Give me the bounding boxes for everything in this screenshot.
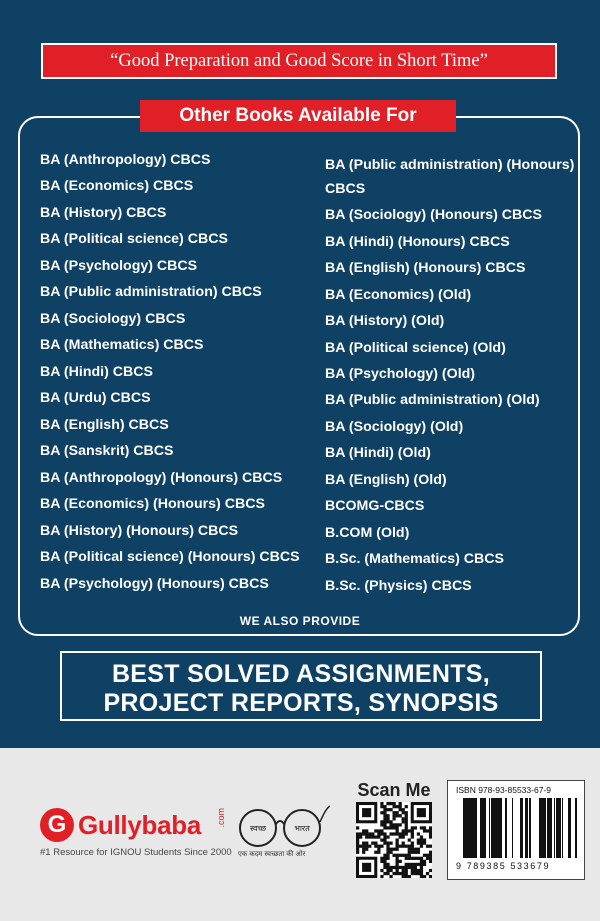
book-item: BA (Anthropology) (Honours) CBCS (40, 469, 283, 486)
swachh-tagline: एक कदम स्वच्छता की ओर (238, 851, 306, 858)
book-item: BA (Psychology) (Old) (325, 365, 476, 382)
book-item: BA (English) (Old) (325, 471, 447, 488)
book-item: B.COM (Old) (325, 524, 410, 541)
book-item: BA (Political science) (Old) (325, 339, 506, 356)
provide-line-2: PROJECT REPORTS, SYNOPSIS (95, 689, 506, 718)
book-item: BA (Sociology) CBCS (40, 310, 186, 327)
book-item: BA (Political science) CBCS (40, 231, 228, 248)
swachh-left-word: स्वच्छ (249, 824, 267, 833)
book-item: BA (Public administration) (Old) (325, 392, 540, 409)
logo-domain: .com (216, 808, 226, 828)
book-item: BA (Hindi) CBCS (40, 363, 153, 380)
logo-g-icon: G (40, 808, 74, 842)
gullybaba-logo (40, 806, 240, 866)
provide-text (60, 660, 542, 718)
isbn-number: 9 789385 533679 (456, 861, 551, 871)
book-item: BA (Public administration) CBCS (40, 284, 262, 301)
scan-me-label: Scan Me (357, 780, 431, 800)
book-item: BA (History) (Honours) CBCS (40, 522, 239, 539)
provide-line-1: BEST SOLVED ASSIGNMENTS, (111, 660, 491, 688)
book-item: BA (Political science) (Honours) CBCS (40, 549, 300, 566)
panel-title: Other Books Available For (140, 100, 456, 132)
barcode-icon (456, 798, 578, 858)
logo-subtitle: #1 Resource for IGNOU Students Since 2000 (40, 847, 232, 858)
book-item: B.Sc. (Physics) CBCS (325, 577, 472, 594)
books-list-left (40, 149, 310, 599)
book-item: BA (History) (Old) (325, 313, 445, 330)
book-item: BA (Urdu) CBCS (40, 390, 151, 407)
swachh-right-word: भारत (294, 824, 310, 833)
book-item: BA (Anthropology) CBCS (40, 152, 211, 168)
provide-label: WE ALSO PROVIDE (0, 614, 600, 628)
books-list-right (325, 154, 575, 601)
book-item: BA (Sanskrit) CBCS (40, 443, 174, 460)
book-item: BA (Hindi) (Old) (325, 445, 431, 462)
isbn-box (447, 780, 585, 880)
book-item: BA (Sociology) (Honours) CBCS (325, 207, 543, 224)
book-item: BA (English) CBCS (40, 416, 169, 433)
book-item: BA (Sociology) (Old) (325, 418, 464, 435)
book-item: BA (Hindi) (Honours) CBCS (325, 233, 510, 250)
book-item: BA (Public administration) (Honours) CBCS (325, 157, 575, 197)
isbn-label: ISBN 978-93-85533-67-9 (456, 785, 551, 795)
swachh-bharat-logo (232, 804, 330, 864)
book-item: BA (Psychology) (Honours) CBCS (40, 575, 269, 592)
book-item: BA (Economics) CBCS (40, 178, 194, 195)
glasses-icon (232, 804, 330, 850)
logo-wordmark: Gullybaba (78, 810, 201, 840)
book-item: BA (Economics) (Old) (325, 286, 472, 303)
tagline-banner: “Good Preparation and Good Score in Short Time” (41, 43, 557, 79)
qr-code-icon (356, 802, 432, 878)
book-item: BA (Economics) (Honours) CBCS (40, 496, 265, 513)
book-item: BCOMG-CBCS (325, 498, 425, 515)
book-item: BA (History) CBCS (40, 204, 167, 221)
book-item: BA (Mathematics) CBCS (40, 337, 204, 354)
book-item: B.Sc. (Mathematics) CBCS (325, 551, 504, 568)
book-item: BA (English) (Honours) CBCS (325, 260, 526, 277)
book-item: BA (Psychology) CBCS (40, 257, 198, 274)
